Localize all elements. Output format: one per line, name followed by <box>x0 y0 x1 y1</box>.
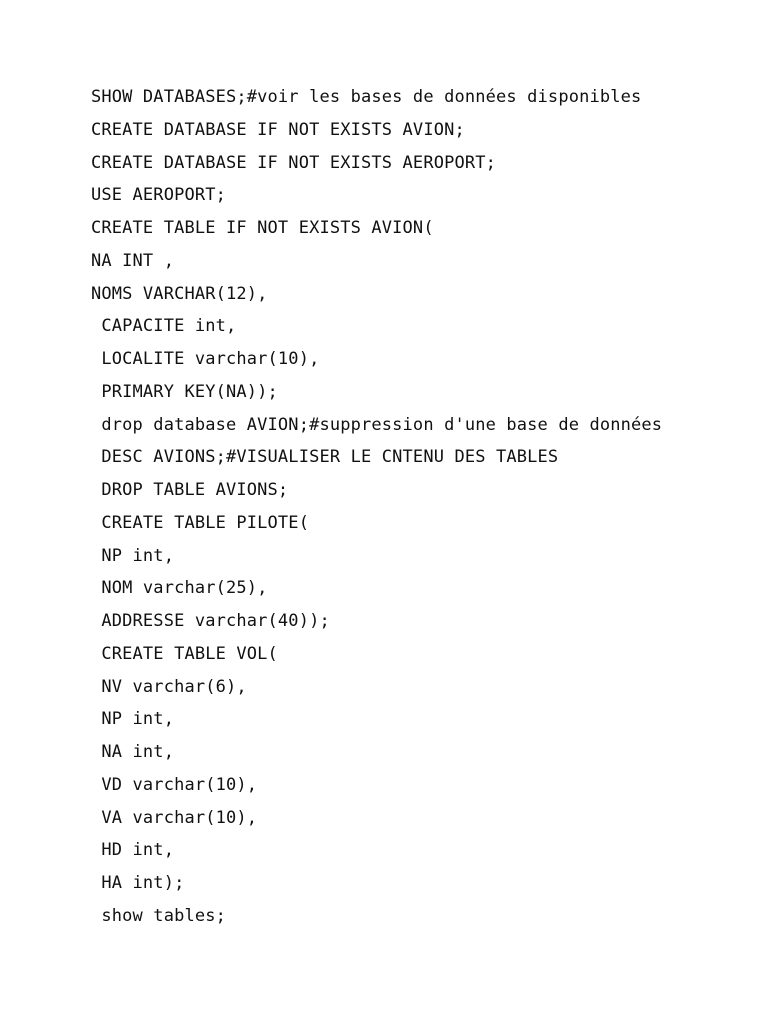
code-line: VA varchar(10), <box>91 807 258 828</box>
code-line: DESC AVIONS;#VISUALISER LE CNTENU DES TABLES <box>91 447 559 468</box>
code-line: CREATE TABLE PILOTE( <box>91 512 310 533</box>
code-line: DROP TABLE AVIONS; <box>91 480 289 500</box>
code-line: USE AEROPORT; <box>91 185 227 206</box>
code-line: VD varchar(10), <box>91 774 258 795</box>
code-line: CREATE TABLE IF NOT EXISTS AVION( <box>91 218 434 238</box>
code-line: CREATE DATABASE IF NOT EXISTS AEROPORT; <box>91 152 497 173</box>
code-line: PRIMARY KEY(NA)); <box>91 381 278 402</box>
code-line: NV varchar(6), <box>91 676 247 697</box>
sql-code-block <box>91 84 751 936</box>
code-line: SHOW DATABASES;#voir les bases de données disponibles <box>91 87 642 107</box>
code-line: NA int, <box>91 742 175 762</box>
code-line: NOMS VARCHAR(12), <box>91 283 268 304</box>
code-line: drop database AVION;#suppression d'une base de données <box>91 414 663 435</box>
code-line: NP int, <box>91 709 175 730</box>
code-line: CREATE TABLE VOL( <box>91 643 278 664</box>
code-line: show tables; <box>91 905 227 926</box>
code-line: CAPACITE int, <box>91 316 237 337</box>
code-line: ADDRESSE varchar(40)); <box>91 611 330 631</box>
code-line: HD int, <box>91 840 175 861</box>
code-line: NOM varchar(25), <box>91 578 268 599</box>
code-line: CREATE DATABASE IF NOT EXISTS AVION; <box>91 119 465 140</box>
code-line: LOCALITE varchar(10), <box>91 349 320 369</box>
code-line: NA INT , <box>91 250 175 271</box>
code-line: HA int); <box>91 873 185 893</box>
code-line: NP int, <box>91 545 175 566</box>
